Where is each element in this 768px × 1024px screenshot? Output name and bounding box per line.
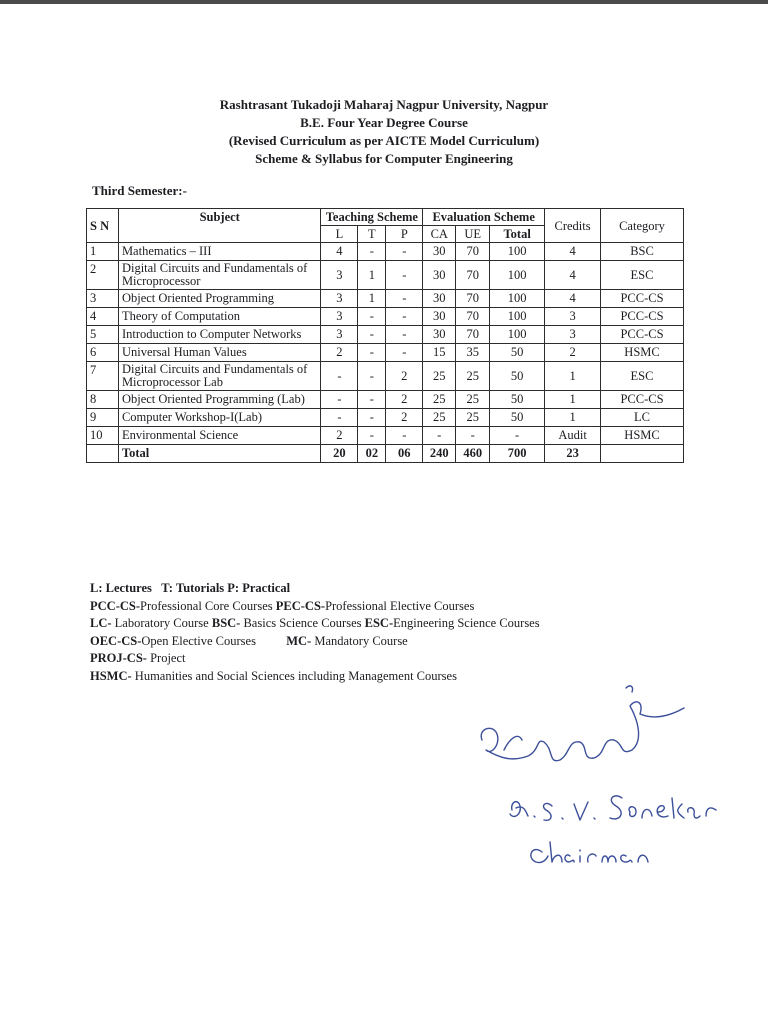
row-sn: 6 bbox=[87, 344, 119, 362]
total-t: 02 bbox=[358, 445, 386, 463]
row-p: - bbox=[386, 243, 423, 261]
total-category-cell bbox=[601, 445, 684, 463]
row-total: 50 bbox=[490, 362, 545, 391]
row-l: 3 bbox=[321, 308, 358, 326]
row-p: 2 bbox=[386, 362, 423, 391]
legend-key-pcc: PCC-CS- bbox=[90, 598, 140, 613]
row-sn: 8 bbox=[87, 391, 119, 409]
row-ca: 30 bbox=[423, 308, 456, 326]
row-credits: 4 bbox=[545, 243, 601, 261]
row-t: 1 bbox=[358, 290, 386, 308]
row-sn: 9 bbox=[87, 409, 119, 427]
row-total: 100 bbox=[490, 261, 545, 290]
handwritten-signature bbox=[470, 680, 730, 880]
row-ca: 30 bbox=[423, 243, 456, 261]
header-l: L bbox=[321, 226, 358, 243]
row-p: 2 bbox=[386, 409, 423, 427]
row-p: - bbox=[386, 308, 423, 326]
scheme-table bbox=[86, 208, 684, 463]
legend-key-p: P: bbox=[227, 581, 240, 595]
row-t: - bbox=[358, 362, 386, 391]
legend-val-esc: Engineering Science Courses bbox=[393, 616, 540, 630]
row-total: 100 bbox=[490, 243, 545, 261]
document-header bbox=[0, 96, 768, 168]
total-l: 20 bbox=[321, 445, 358, 463]
legend-key-mc: MC- bbox=[286, 633, 312, 648]
header-subject: Subject bbox=[118, 209, 321, 243]
row-subject: Mathematics – III bbox=[118, 243, 321, 261]
row-ue: 70 bbox=[456, 290, 490, 308]
row-ca: 25 bbox=[423, 362, 456, 391]
syllabus-title: Scheme & Syllabus for Computer Engineering bbox=[255, 151, 513, 166]
row-category: PCC-CS bbox=[601, 308, 684, 326]
legend-key-pec: PEC-CS- bbox=[275, 598, 326, 613]
course-title: B.E. Four Year Degree Course bbox=[300, 115, 468, 130]
row-total: 50 bbox=[490, 391, 545, 409]
header-t: T bbox=[358, 226, 386, 243]
row-ca: 30 bbox=[423, 290, 456, 308]
total-ca: 240 bbox=[423, 445, 456, 463]
row-t: - bbox=[358, 409, 386, 427]
table-row bbox=[87, 326, 684, 344]
row-category: PCC-CS bbox=[601, 326, 684, 344]
row-credits: Audit bbox=[545, 427, 601, 445]
row-subject: Computer Workshop-I(Lab) bbox=[118, 409, 321, 427]
row-t: - bbox=[358, 391, 386, 409]
row-ca: 15 bbox=[423, 344, 456, 362]
legend-line-3 bbox=[90, 615, 540, 633]
row-ca: 25 bbox=[423, 409, 456, 427]
table-row bbox=[87, 290, 684, 308]
row-l: 2 bbox=[321, 427, 358, 445]
revision-note: (Revised Curriculum as per AICTE Model Curriculum) bbox=[228, 133, 540, 148]
legend-key-esc: ESC- bbox=[364, 616, 394, 630]
row-sn: 7 bbox=[87, 362, 119, 391]
row-l: 4 bbox=[321, 243, 358, 261]
header-evaluation-scheme: Evaluation Scheme bbox=[423, 209, 545, 226]
row-p: - bbox=[386, 326, 423, 344]
legend-key-bsc: BSC- bbox=[211, 616, 241, 630]
table-row bbox=[87, 391, 684, 409]
table-row bbox=[87, 344, 684, 362]
row-subject: Digital Circuits and Fundamentals of Microprocessor bbox=[118, 261, 321, 290]
row-subject: Object Oriented Programming (Lab) bbox=[118, 391, 321, 409]
total-sn-cell bbox=[87, 445, 119, 463]
abbreviation-legend bbox=[90, 580, 540, 685]
row-total: 50 bbox=[490, 344, 545, 362]
row-ca: - bbox=[423, 427, 456, 445]
row-p: 2 bbox=[386, 391, 423, 409]
row-subject: Theory of Computation bbox=[118, 308, 321, 326]
legend-key-proj: PROJ-CS- bbox=[90, 651, 147, 665]
row-ue: - bbox=[456, 427, 490, 445]
row-l: - bbox=[321, 409, 358, 427]
legend-key-lc: LC- bbox=[90, 616, 112, 630]
legend-val-proj: Project bbox=[150, 651, 186, 665]
row-l: 3 bbox=[321, 326, 358, 344]
row-sn: 5 bbox=[87, 326, 119, 344]
table-row bbox=[87, 243, 684, 261]
row-subject: Environmental Science bbox=[118, 427, 321, 445]
row-t: - bbox=[358, 326, 386, 344]
row-total: 100 bbox=[490, 290, 545, 308]
row-ue: 35 bbox=[456, 344, 490, 362]
total-row bbox=[87, 445, 684, 463]
row-t: 1 bbox=[358, 261, 386, 290]
row-p: - bbox=[386, 344, 423, 362]
row-credits: 1 bbox=[545, 409, 601, 427]
total-total: 700 bbox=[490, 445, 545, 463]
row-t: - bbox=[358, 243, 386, 261]
semester-label: Third Semester:- bbox=[92, 183, 187, 198]
row-sn: 10 bbox=[87, 427, 119, 445]
row-total: 100 bbox=[490, 308, 545, 326]
row-ca: 25 bbox=[423, 391, 456, 409]
row-credits: 2 bbox=[545, 344, 601, 362]
table-row bbox=[87, 261, 684, 290]
row-p: - bbox=[386, 290, 423, 308]
legend-line-5 bbox=[90, 650, 540, 668]
table-row bbox=[87, 409, 684, 427]
header-ca: CA bbox=[423, 226, 456, 243]
legend-val-t: Tutorials bbox=[176, 581, 225, 595]
row-ca: 30 bbox=[423, 326, 456, 344]
legend-val-pcc: Professional Core Courses bbox=[140, 598, 273, 613]
legend-val-lc: Laboratory Course bbox=[114, 616, 209, 630]
row-ue: 70 bbox=[456, 243, 490, 261]
row-category: BSC bbox=[601, 243, 684, 261]
row-t: - bbox=[358, 344, 386, 362]
legend-val-hsmc: Humanities and Social Sciences including Management Courses bbox=[134, 668, 457, 683]
row-l: 3 bbox=[321, 261, 358, 290]
total-credits: 23 bbox=[545, 445, 601, 463]
row-sn: 3 bbox=[87, 290, 119, 308]
row-t: - bbox=[358, 427, 386, 445]
row-category: LC bbox=[601, 409, 684, 427]
row-ue: 70 bbox=[456, 326, 490, 344]
total-label: Total bbox=[118, 445, 321, 463]
row-subject: Universal Human Values bbox=[118, 344, 321, 362]
row-category: PCC-CS bbox=[601, 290, 684, 308]
row-p: - bbox=[386, 261, 423, 290]
row-total: - bbox=[490, 427, 545, 445]
legend-val-p: Practical bbox=[242, 581, 291, 595]
legend-val-l: Lectures bbox=[105, 581, 152, 595]
row-sn: 4 bbox=[87, 308, 119, 326]
row-ue: 70 bbox=[456, 261, 490, 290]
row-credits: 4 bbox=[545, 290, 601, 308]
row-subject: Object Oriented Programming bbox=[118, 290, 321, 308]
row-credits: 1 bbox=[545, 391, 601, 409]
legend-key-hsmc: HSMC- bbox=[90, 668, 132, 683]
legend-val-pec: Professional Elective Courses bbox=[325, 598, 475, 613]
row-category: ESC bbox=[601, 362, 684, 391]
row-t: - bbox=[358, 308, 386, 326]
row-subject: Digital Circuits and Fundamentals of Microprocessor Lab bbox=[118, 362, 321, 391]
header-sn: S N bbox=[87, 209, 119, 243]
legend-key-l: L: bbox=[90, 581, 103, 595]
row-credits: 3 bbox=[545, 308, 601, 326]
header-ue: UE bbox=[456, 226, 490, 243]
legend-line-1 bbox=[90, 580, 540, 598]
legend-val-bsc: Basics Science Courses bbox=[243, 616, 362, 630]
row-ue: 25 bbox=[456, 409, 490, 427]
legend-line-4 bbox=[90, 633, 540, 651]
header-total: Total bbox=[490, 226, 545, 243]
row-ue: 25 bbox=[456, 391, 490, 409]
row-p: - bbox=[386, 427, 423, 445]
row-l: 2 bbox=[321, 344, 358, 362]
total-ue: 460 bbox=[456, 445, 490, 463]
header-category: Category bbox=[601, 209, 684, 243]
table-row bbox=[87, 427, 684, 445]
scan-edge-line bbox=[0, 0, 768, 4]
legend-line-2 bbox=[90, 598, 540, 616]
row-total: 100 bbox=[490, 326, 545, 344]
row-total: 50 bbox=[490, 409, 545, 427]
total-p: 06 bbox=[386, 445, 423, 463]
row-ue: 25 bbox=[456, 362, 490, 391]
row-credits: 3 bbox=[545, 326, 601, 344]
legend-val-mc: Mandatory Course bbox=[314, 633, 408, 648]
table-row bbox=[87, 308, 684, 326]
row-ca: 30 bbox=[423, 261, 456, 290]
row-sn: 1 bbox=[87, 243, 119, 261]
header-p: P bbox=[386, 226, 423, 243]
table-row bbox=[87, 362, 684, 391]
row-category: HSMC bbox=[601, 344, 684, 362]
row-l: 3 bbox=[321, 290, 358, 308]
row-subject: Introduction to Computer Networks bbox=[118, 326, 321, 344]
row-category: HSMC bbox=[601, 427, 684, 445]
row-ue: 70 bbox=[456, 308, 490, 326]
legend-val-oec: Open Elective Courses bbox=[141, 633, 256, 648]
university-title: Rashtrasant Tukadoji Maharaj Nagpur University, Nagpur bbox=[219, 97, 549, 112]
legend-key-oec: OEC-CS- bbox=[90, 633, 142, 648]
row-category: ESC bbox=[601, 261, 684, 290]
row-l: - bbox=[321, 391, 358, 409]
row-credits: 1 bbox=[545, 362, 601, 391]
legend-key-t: T: bbox=[161, 581, 173, 595]
header-credits: Credits bbox=[545, 209, 601, 243]
header-teaching-scheme: Teaching Scheme bbox=[321, 209, 423, 226]
row-l: - bbox=[321, 362, 358, 391]
row-category: PCC-CS bbox=[601, 391, 684, 409]
row-credits: 4 bbox=[545, 261, 601, 290]
row-sn: 2 bbox=[87, 261, 119, 290]
